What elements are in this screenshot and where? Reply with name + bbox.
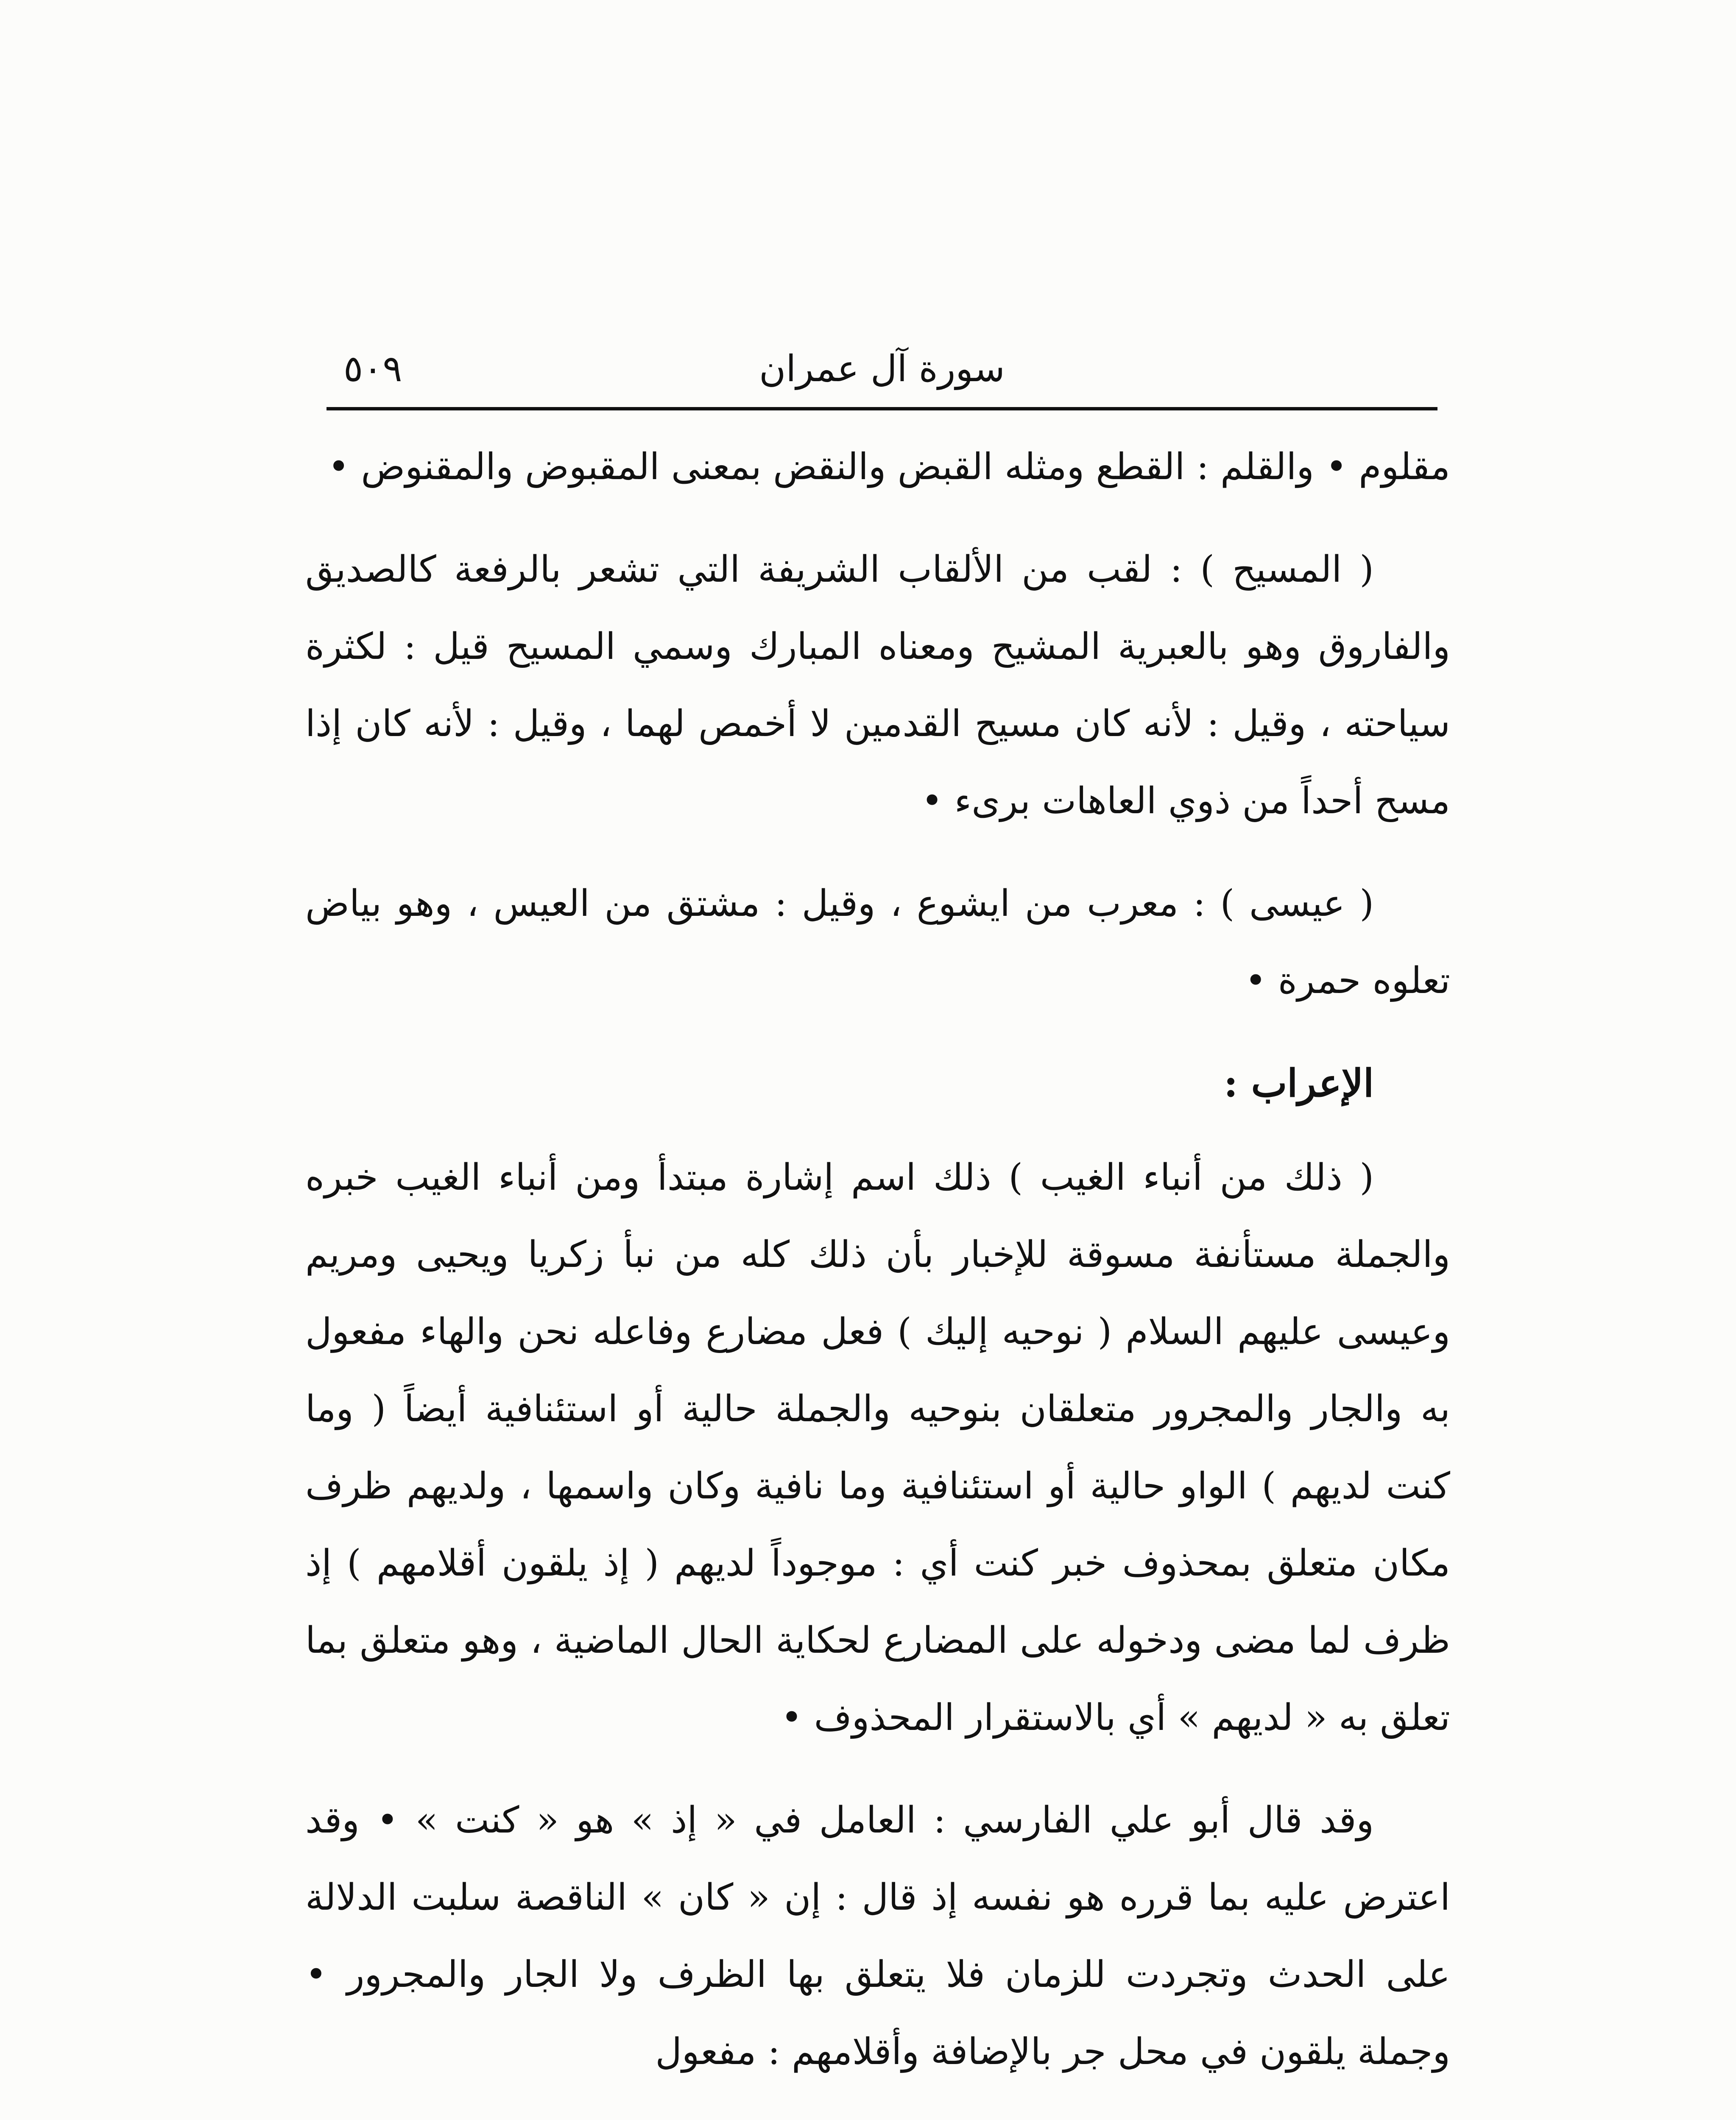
- page-body: [305, 428, 1450, 2120]
- paragraph-irab-1: ( ذلك من أنباء الغيب ) ذلك اسم إشارة مبتدأ ومن أنباء الغيب خبره والجملة مستأنفة مسوقة للإخبار بأن ذلك كله من نبأ زكريا ويحيى ومريم وعيسى عليهم السلام ( نوحيه إليك ) فعل مضارع وفاعله نحن والهاء مفعول به والجار والمجرور متعلقان بنوحيه والجملة حالية أو استئنافية أيضاً ( وما كنت لديهم ) الواو حالية أو استئنافية وما نافية وكان واسمها ، ولديهم ظرف مكان متعلق بمحذوف خبر كنت أي : موجوداً لديهم ( إذ يلقون أقلامهم ) إذ ظرف لما مضى ودخوله على المضارع لحكاية الحال الماضية ، وهو متعلق بما تعلق به « لديهم » أي بالاستقرار المحذوف •: [305, 1156, 1450, 1739]
- paragraph-irab-2: وقد قال أبو علي الفارسي : العامل في « إذ » هو « كنت » • وقد اعترض عليه بما قرره هو نفسه إذ قال : إن « كان » الناقصة سلبت الدلالة على الحدث وتجردت للزمان فلا يتعلق بها الظرف ولا الجار والمجرور • وجملة يلقون في محل جر بالإضافة وأقلامهم : مفعول: [305, 1799, 1450, 2073]
- header-divider: [327, 407, 1437, 410]
- page-header: [327, 339, 1437, 399]
- paragraph-al-masih: ( المسيح ) : لقب من الألقاب الشريفة التي تشعر بالرفعة كالصديق والفاروق وهو بالعبرية المشيح ومعناه المبارك وسمي المسيح قيل : لكثرة سياحته ، وقيل : لأنه كان مسيح القدمين لا أخمص لهما ، وقيل : لأنه كان إذا مسح أحداً من ذوي العاهات برىء •: [305, 548, 1450, 822]
- section-heading-irab: الإعراب :: [1224, 1061, 1374, 1106]
- paragraph-maqlum: مقلوم • والقلم : القطع ومثله القبض والنقض بمعنى المقبوض والمقنوض •: [328, 446, 1450, 488]
- running-title: سورة آل عمران: [759, 348, 1005, 390]
- paragraph-isa: ( عيسى ) : معرب من ايشوع ، وقيل : مشتق من العيس ، وهو بياض تعلوه حمرة •: [305, 882, 1450, 1002]
- page-number: ٥٠٩: [343, 348, 402, 390]
